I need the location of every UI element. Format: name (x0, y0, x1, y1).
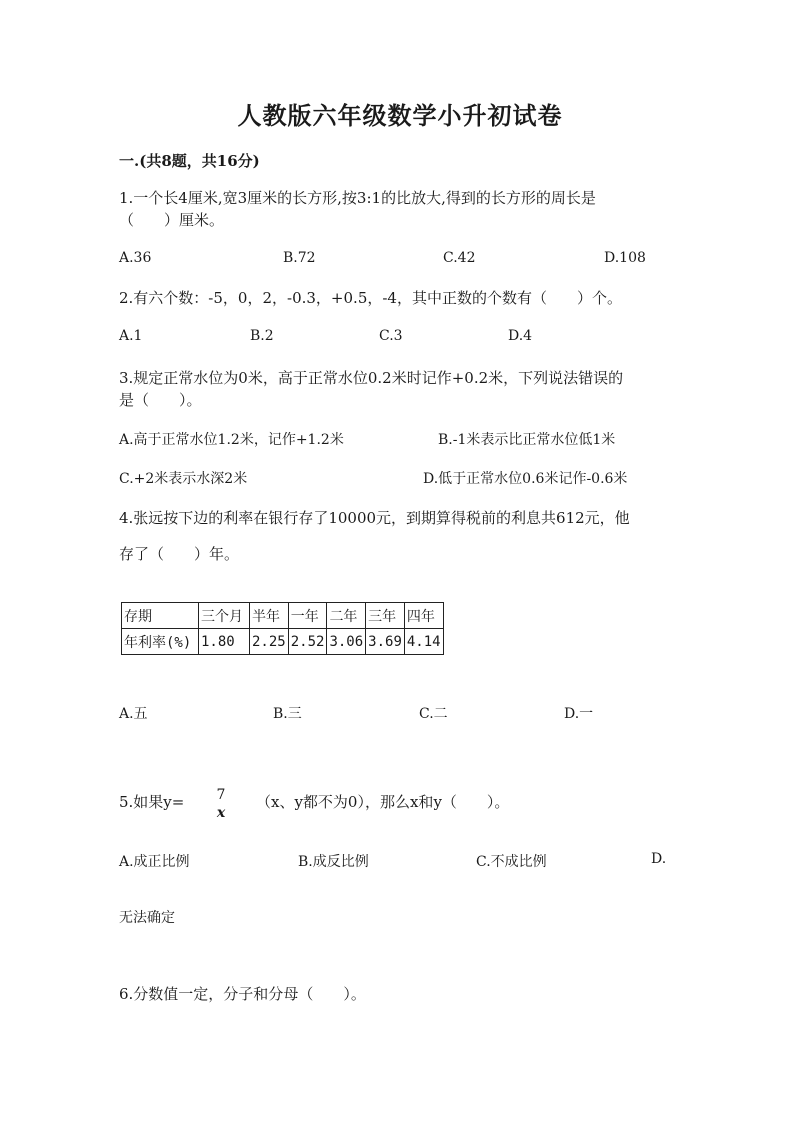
question-3-option-b: B.-1米表示比正常水位低1米 (438, 432, 616, 448)
fraction-denominator: x (216, 805, 226, 821)
question-4-option-c: C.二 (419, 706, 448, 722)
question-1-option-d: D.108 (604, 250, 646, 266)
table-cell: 2.25 (250, 629, 289, 655)
table-cell: 年利率(%) (122, 629, 199, 655)
table-header-cell: 三个月 (199, 603, 250, 629)
fraction-seven-over-x (212, 786, 230, 822)
question-1-option-b: B.72 (283, 250, 316, 266)
question-5-suffix: （x、y都不为0），那么x和y（ ）。 (256, 793, 510, 811)
question-2-option-b: B.2 (250, 328, 274, 344)
question-5-option-d-text: 无法确定 (119, 910, 175, 926)
table-cell: 3.69 (366, 629, 405, 655)
question-4-text-line-2: 存了（ ）年。 (119, 545, 240, 563)
question-2-text: 2.有六个数：-5，0，2，-0.3，+0.5，-4，其中正数的个数有（ ）个。 (119, 289, 622, 307)
question-3-option-a: A.高于正常水位1.2米，记作+1.2米 (119, 432, 344, 448)
question-3-text-line-2: 是（ ）。 (119, 391, 202, 409)
question-3-text-line-1: 3.规定正常水位为0米，高于正常水位0.2米时记作+0.2米，下列说法错误的 (119, 369, 624, 387)
question-3-option-c: C.+2米表示水深2米 (119, 471, 248, 487)
question-4-option-b: B.三 (273, 706, 302, 722)
question-5-option-a: A.成正比例 (119, 854, 190, 870)
table-header-cell: 四年 (404, 603, 443, 629)
question-2-option-a: A.1 (119, 328, 143, 344)
table-cell: 3.06 (327, 629, 366, 655)
table-header-cell: 存期 (122, 603, 199, 629)
table-cell: 4.14 (404, 629, 443, 655)
question-5-option-b: B.成反比例 (298, 854, 369, 870)
question-4-option-a: A.五 (119, 706, 148, 722)
table-header-cell: 二年 (327, 603, 366, 629)
question-1-option-c: C.42 (443, 250, 476, 266)
table-row (122, 629, 444, 655)
question-5-option-d: D. (651, 851, 667, 867)
question-4-option-d: D.一 (564, 706, 594, 722)
table-cell: 1.80 (199, 629, 250, 655)
question-1-text-line-2: （ ）厘米。 (119, 211, 225, 229)
question-6-text: 6.分数值一定，分子和分母（ ）。 (119, 985, 366, 1003)
table-header-cell: 三年 (366, 603, 405, 629)
question-2-option-c: C.3 (379, 328, 403, 344)
interest-rate-table (121, 602, 444, 655)
table-header-row (122, 603, 444, 629)
question-1-text-line-1: 1.一个长4厘米,宽3厘米的长方形,按3:1的比放大,得到的长方形的周长是 (119, 189, 596, 207)
question-2-option-d: D.4 (508, 328, 533, 344)
question-5-prefix: 5.如果y= (119, 793, 185, 811)
question-5-option-c: C.不成比例 (476, 854, 547, 870)
question-4-text-line-1: 4.张远按下边的利率在银行存了10000元，到期算得税前的利息共612元，他 (119, 509, 630, 527)
question-1-option-a: A.36 (119, 250, 152, 266)
table-cell: 2.52 (288, 629, 327, 655)
table-header-cell: 一年 (288, 603, 327, 629)
fraction-numerator: 7 (216, 787, 226, 803)
section-heading: 一.(共8题，共16分) (119, 152, 260, 170)
question-3-option-d: D.低于正常水位0.6米记作-0.6米 (423, 471, 628, 487)
table-header-cell: 半年 (250, 603, 289, 629)
page-title: 人教版六年级数学小升初试卷 (237, 101, 563, 130)
